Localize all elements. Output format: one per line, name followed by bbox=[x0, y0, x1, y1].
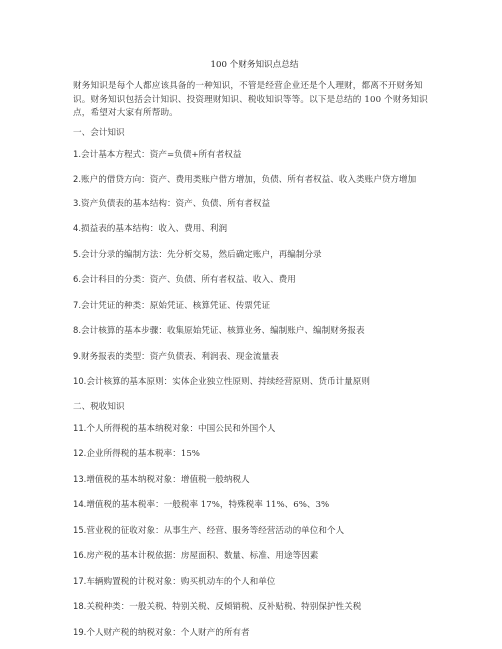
list-item: 10.会计核算的基本原则：实体企业独立性原则、持续经营原则、货币计量原则 bbox=[73, 376, 370, 387]
list-item: 3.资产负债表的基本结构：资产、负债、所有者权益 bbox=[73, 197, 271, 209]
list-item: 6.会计科目的分类：资产、负债、所有者权益、收入、费用 bbox=[73, 274, 296, 285]
document-title: 100 个财务知识点总结 bbox=[210, 60, 299, 70]
list-item: 1.会计基本方程式：资产=负债+所有者权益 bbox=[73, 148, 242, 160]
section-heading-accounting: 一、会计知识 bbox=[73, 127, 125, 138]
intro-paragraph: 财务知识是每个人都应该具备的一种知识，不管是经营企业还是个人理财，都离不开财务知识。财务知识包括会计知识、投资理财知识、税收知识等等。以下是总结的 100 个财务知识点，希望对大家有所帮助。 bbox=[73, 81, 428, 118]
list-item: 15.营业税的征收对象：从事生产、经营、服务等经营活动的单位和个人 bbox=[73, 524, 345, 536]
section-heading-tax: 二、税收知识 bbox=[73, 401, 125, 412]
list-item: 17.车辆购置税的计税对象：购买机动车的个人和单位 bbox=[73, 575, 276, 587]
list-item: 13.增值税的基本纳税对象：增值税一般纳税人 bbox=[73, 473, 250, 485]
list-item: 9.财务报表的类型：资产负债表、利润表、现金流量表 bbox=[73, 350, 279, 362]
list-item: 4.损益表的基本结构：收入、费用、利润 bbox=[73, 223, 228, 234]
list-item: 5.会计分录的编制方法：先分析交易，然后确定账户，再编制分录 bbox=[73, 248, 322, 260]
list-item: 14.增值税的基本税率：一般税率 17%，特殊税率 11%、6%、3% bbox=[73, 499, 330, 510]
list-item: 16.房产税的基本计税依据：房屋面积、数量、标准、用途等因素 bbox=[73, 550, 319, 561]
list-item: 11.个人所得税的基本纳税对象：中国公民和外国个人 bbox=[73, 422, 276, 434]
list-item: 19.个人财产税的纳税对象：个人财产的所有者 bbox=[73, 626, 250, 638]
list-item: 2.账户的借贷方向：资产、费用类账户借方增加，负债、所有者权益、收入类账户贷方增加 bbox=[73, 174, 417, 185]
list-item: 12.企业所得税的基本税率：15% bbox=[73, 448, 200, 459]
list-item: 18.关税种类：一般关税、特别关税、反倾销税、反补贴税、特别保护性关税 bbox=[73, 601, 362, 612]
list-item: 7.会计凭证的种类：原始凭证、核算凭证、传票凭证 bbox=[73, 299, 271, 311]
list-item: 8.会计核算的基本步骤：收集原始凭证、核算业务、编制账户、编制财务报表 bbox=[73, 325, 365, 336]
